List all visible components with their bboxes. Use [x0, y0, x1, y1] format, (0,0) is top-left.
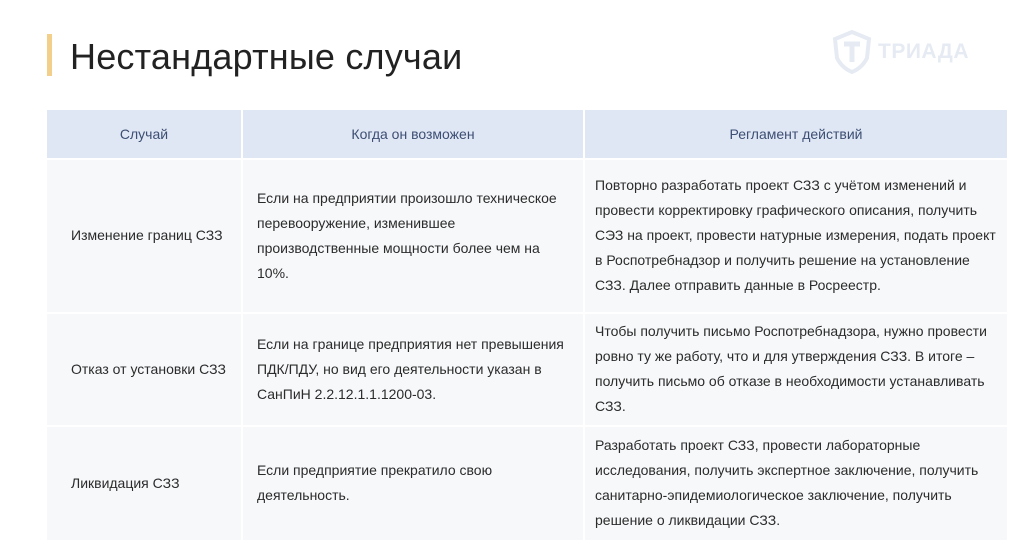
case-cell: Изменение границ СЗЗ [47, 159, 242, 313]
rule-cell: Чтобы получить письмо Роспотребнадзора, нужно провести ровно ту же работу, что и для утверждения СЗЗ. В итоге – получить письмо об отказе в необходимости устанавливать СЗЗ. [584, 313, 1007, 426]
title-accent-bar [47, 34, 52, 76]
when-cell: Если на границе предприятия нет превышения ПДК/ПДУ, но вид его деятельности указан в СанПиН 2.2.12.1.1.1200-03. [242, 313, 584, 426]
page-title: Нестандартные случаи [70, 36, 463, 77]
header-case: Случай [47, 110, 242, 159]
when-cell: Если на предприятии произошло техническое перевооружение, изменившее производственные мощности более чем на 10%. [242, 159, 584, 313]
logo [832, 30, 969, 74]
table-row [47, 313, 1007, 426]
case-cell: Отказ от установки СЗЗ [47, 313, 242, 426]
table-row [47, 159, 1007, 313]
rule-cell: Разработать проект СЗЗ, провести лабораторные исследования, получить экспертное заключение, получить санитарно-эпидемиологическое заключение, получить решение о ликвидации СЗЗ. [584, 426, 1007, 540]
shield-logo-icon [832, 30, 872, 74]
rule-cell: Повторно разработать проект СЗЗ с учётом изменений и провести корректировку графического описания, получить СЭЗ на проект, провести натурные измерения, подать проект в Роспотребнадзор и получить решение на установление СЗЗ. Далее отправить данные в Росреестр. [584, 159, 1007, 313]
when-cell: Если предприятие прекратило свою деятельность. [242, 426, 584, 540]
table-header-row [47, 110, 1007, 159]
header-when: Когда он возможен [242, 110, 584, 159]
cases-table [47, 110, 1007, 540]
header-rule: Регламент действий [584, 110, 1007, 159]
logo-text: ТРИАДА [878, 40, 969, 63]
table-row [47, 426, 1007, 540]
case-cell: Ликвидация СЗЗ [47, 426, 242, 540]
